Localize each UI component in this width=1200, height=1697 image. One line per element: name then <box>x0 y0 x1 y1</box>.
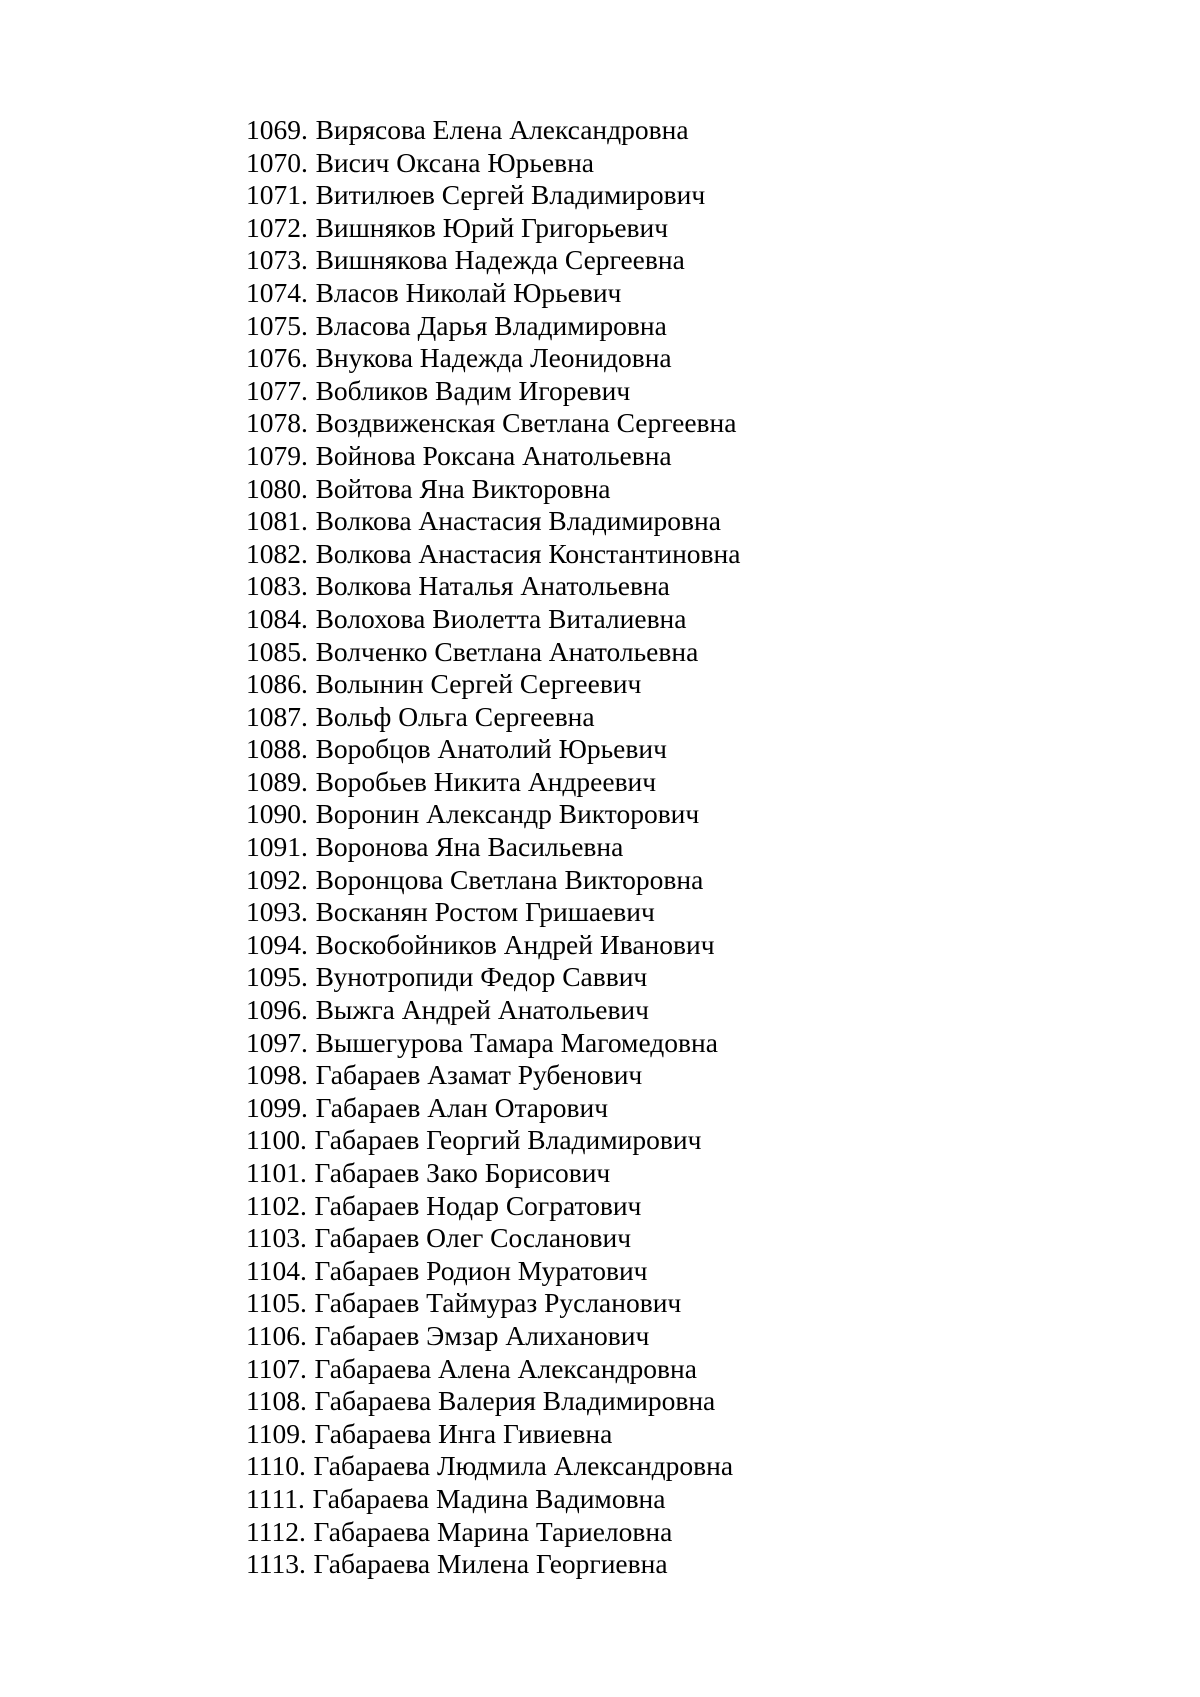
list-item <box>246 407 740 440</box>
entry-name: Вирясова Елена Александровна <box>315 114 689 145</box>
entry-number: 1095. <box>246 961 308 993</box>
list-item <box>246 733 740 766</box>
list-item <box>246 538 740 571</box>
entry-name: Войнова Роксана Анатольевна <box>315 439 672 471</box>
entry-number: 1090. <box>246 798 308 830</box>
entry-name: Габараев Родион Муратович <box>314 1254 648 1286</box>
entry-name: Габараев Эмзар Алиханович <box>314 1319 650 1351</box>
entry-number: 1078. <box>246 407 308 439</box>
list-item <box>246 1418 740 1451</box>
entry-name: Вишнякова Надежда Сергеевна <box>315 244 685 276</box>
list-item <box>246 701 740 734</box>
entry-name: Вышегурова Тамара Магомедовна <box>315 1026 718 1058</box>
entry-name: Волкова Наталья Анатольевна <box>315 570 670 602</box>
list-item <box>246 277 740 310</box>
entry-number: 1074. <box>246 276 308 308</box>
list-item <box>246 1516 740 1549</box>
entry-number: 1071. <box>246 179 308 211</box>
list-item <box>246 961 740 994</box>
list-item <box>246 375 740 408</box>
entry-name: Волченко Светлана Анатольевна <box>315 635 699 667</box>
list-item <box>246 244 740 277</box>
list-item <box>246 147 740 180</box>
entry-number: 1108. <box>246 1385 307 1417</box>
list-item <box>246 1548 740 1581</box>
list-item <box>246 1483 740 1516</box>
list-item <box>246 1450 740 1483</box>
list-item <box>246 310 740 343</box>
entry-name: Вобликов Вадим Игоревич <box>315 374 631 406</box>
list-item <box>246 766 740 799</box>
entry-number: 1103. <box>246 1222 307 1254</box>
list-item <box>246 1092 740 1125</box>
list-item <box>246 603 740 636</box>
entry-number: 1085. <box>246 635 308 667</box>
entry-name: Выжга Андрей Анатольевич <box>315 994 649 1026</box>
entry-number: 1073. <box>246 244 308 276</box>
entry-name: Витилюев Сергей Владимирович <box>315 179 706 211</box>
entry-number: 1086. <box>246 668 308 700</box>
entry-name: Власова Дарья Владимировна <box>315 309 667 341</box>
list-item <box>246 1124 740 1157</box>
entry-number: 1110. <box>246 1450 306 1482</box>
entry-name: Габараев Азамат Рубенович <box>315 1059 643 1091</box>
list-item <box>246 1385 740 1418</box>
list-item <box>246 636 740 669</box>
entry-number: 1094. <box>246 928 308 960</box>
entry-name: Воздвиженская Светлана Сергеевна <box>315 407 737 439</box>
entry-name: Вишняков Юрий Григорьевич <box>315 211 669 243</box>
entry-number: 1087. <box>246 700 308 732</box>
entry-number: 1079. <box>246 439 308 471</box>
entry-name: Габараев Олег Сосланович <box>314 1222 632 1254</box>
entry-name: Габараев Таймураз Русланович <box>314 1287 682 1319</box>
list-item <box>246 212 740 245</box>
entry-name: Воронцова Светлана Викторовна <box>315 863 704 895</box>
entry-name: Габараев Зако Борисович <box>314 1157 611 1188</box>
entry-name: Воронин Александр Викторович <box>315 798 700 830</box>
entry-name: Габараев Нодар Согратович <box>314 1189 642 1221</box>
entry-name: Внукова Надежда Леонидовна <box>315 342 672 374</box>
entry-name: Габараева Мадина Вадимовна <box>312 1482 666 1514</box>
list-item <box>246 179 740 212</box>
entry-name: Габараева Марина Тариеловна <box>313 1515 673 1547</box>
entry-name: Вольф Ольга Сергеевна <box>315 700 595 732</box>
entry-number: 1096. <box>246 994 308 1026</box>
list-item <box>246 1157 740 1190</box>
list-item <box>246 505 740 538</box>
list-item <box>246 473 740 506</box>
list-item <box>246 1027 740 1060</box>
entry-number: 1091. <box>246 831 308 863</box>
list-item <box>246 440 740 473</box>
list-item <box>246 1190 740 1223</box>
list-item <box>246 994 740 1027</box>
entry-number: 1069. <box>246 114 308 145</box>
entry-name: Воскобойников Андрей Иванович <box>315 928 715 960</box>
entry-name: Габараева Милена Георгиевна <box>313 1548 668 1580</box>
list-item <box>246 798 740 831</box>
list-item <box>246 864 740 897</box>
entry-number: 1072. <box>246 211 308 243</box>
entry-name: Власов Николай Юрьевич <box>315 276 622 308</box>
entry-number: 1076. <box>246 342 308 374</box>
entry-name: Висич Оксана Юрьевна <box>315 146 594 178</box>
entry-name: Волкова Анастасия Константиновна <box>315 537 741 569</box>
entry-number: 1112. <box>246 1515 306 1547</box>
entry-name: Габараева Людмила Александровна <box>313 1450 734 1482</box>
entry-name: Восканян Ростом Гришаевич <box>315 896 655 928</box>
entry-name: Волкова Анастасия Владимировна <box>315 505 721 537</box>
list-item <box>246 831 740 864</box>
list-item <box>246 570 740 603</box>
entry-number: 1107. <box>246 1352 307 1384</box>
list-item <box>246 1255 740 1288</box>
entry-name: Воробьев Никита Андреевич <box>315 765 657 797</box>
entry-name: Волынин Сергей Сергеевич <box>315 668 642 700</box>
entry-number: 1070. <box>246 146 308 178</box>
entry-number: 1100. <box>246 1124 307 1156</box>
entry-number: 1083. <box>246 570 308 602</box>
entry-number: 1111. <box>246 1482 305 1514</box>
entry-number: 1092. <box>246 863 308 895</box>
entry-name: Габараева Инга Гивиевна <box>314 1417 613 1449</box>
list-item <box>246 114 740 147</box>
list-item <box>246 1353 740 1386</box>
entry-number: 1082. <box>246 537 308 569</box>
list-item <box>246 1287 740 1320</box>
entry-number: 1101. <box>246 1157 307 1188</box>
entry-number: 1099. <box>246 1091 308 1123</box>
entry-name: Вунотропиди Федор Саввич <box>315 961 648 993</box>
list-item <box>246 1222 740 1255</box>
entry-number: 1077. <box>246 374 308 406</box>
entry-number: 1084. <box>246 602 308 634</box>
entry-number: 1080. <box>246 472 308 504</box>
entry-number: 1097. <box>246 1026 308 1058</box>
entry-number: 1106. <box>246 1319 307 1351</box>
entry-number: 1102. <box>246 1189 307 1221</box>
entry-name: Габараева Валерия Владимировна <box>314 1385 716 1417</box>
entry-number: 1105. <box>246 1287 307 1319</box>
list-item <box>246 929 740 962</box>
entry-number: 1104. <box>246 1254 307 1286</box>
entry-name: Волохова Виолетта Виталиевна <box>315 602 687 634</box>
entry-number: 1098. <box>246 1059 308 1091</box>
entry-number: 1109. <box>246 1417 307 1449</box>
list-item <box>246 1320 740 1353</box>
list-item <box>246 668 740 701</box>
list-item <box>246 342 740 375</box>
entry-number: 1075. <box>246 309 308 341</box>
entry-number: 1113. <box>246 1548 306 1580</box>
list-item <box>246 896 740 929</box>
entry-number: 1088. <box>246 733 308 765</box>
entry-name: Габараев Алан Отарович <box>315 1091 609 1123</box>
entry-number: 1093. <box>246 896 308 928</box>
entry-number: 1089. <box>246 765 308 797</box>
entry-name: Войтова Яна Викторовна <box>315 472 611 504</box>
entry-name: Габараева Алена Александровна <box>314 1352 697 1384</box>
list-item <box>246 1059 740 1092</box>
entry-name: Габараев Георгий Владимирович <box>314 1124 702 1156</box>
entry-number: 1081. <box>246 505 308 537</box>
name-list <box>246 114 740 1581</box>
entry-name: Воробцов Анатолий Юрьевич <box>315 733 667 765</box>
entry-name: Воронова Яна Васильевна <box>315 831 624 863</box>
